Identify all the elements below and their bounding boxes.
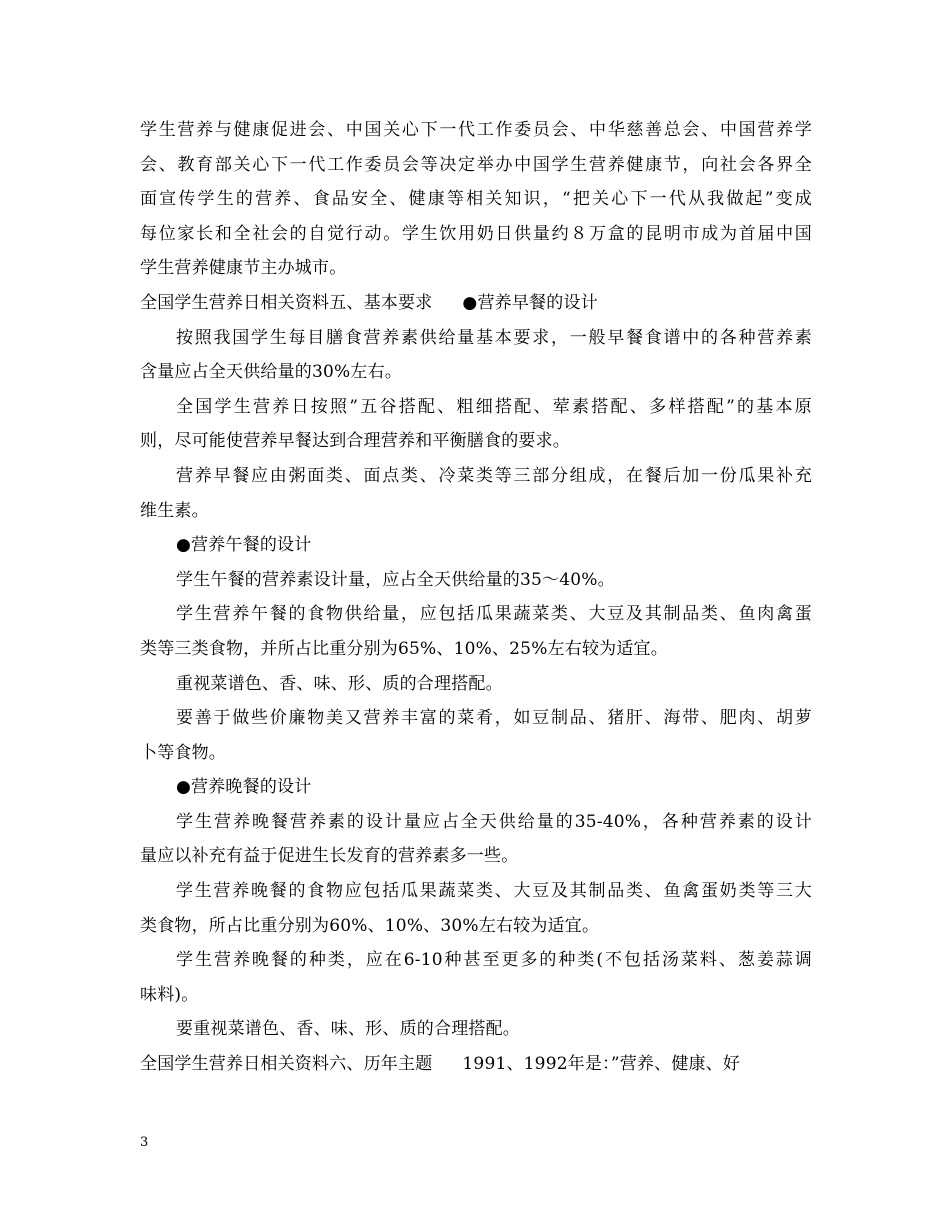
text-line: 味料)。 <box>140 984 199 1005</box>
text-line: 1991、1992年是：”营养、健康、好 <box>462 1054 741 1075</box>
text-line: 含量应占全天供给量的30%左右。 <box>140 362 402 383</box>
section-heading-line <box>140 286 812 321</box>
text-line: 全国学生营养日按照”五谷搭配、粗细搭配、荤素搭配、多样搭配”的基本原 <box>176 396 812 417</box>
text-line: 要重视菜谱色、香、味、形、质的合理搭配。 <box>176 1019 520 1040</box>
text-line: 学生营养晚餐的种类，应在6-10种甚至更多的种类(不包括汤菜料、葱姜蒜调 <box>176 950 812 971</box>
section-heading-line <box>140 1047 812 1082</box>
subsection-heading: ●营养午餐的设计 <box>176 535 312 556</box>
section-heading: 全国学生营养日相关资料五、基本要求 <box>140 292 433 313</box>
text-line: 维生素。 <box>140 500 209 521</box>
text-line: 学生营养健康节主办城市。 <box>140 258 347 279</box>
section-heading: 全国学生营养日相关资料六、历年主题 <box>140 1054 433 1075</box>
text-line: 学生营养晚餐营养素的设计量应占全天供给量的35-40%，各种营养素的设计 <box>176 811 812 832</box>
text-line: 营养早餐应由粥面类、面点类、冷菜类等三部分组成，在餐后加一份瓜果补充 <box>176 465 812 486</box>
text-line: 每位家长和全社会的自觉行动。学生饮用奶日供量约８万盒的昆明市成为首届中国 <box>140 223 812 244</box>
subsection-heading: ●营养早餐的设计 <box>462 292 598 313</box>
text-line: 学生营养晚餐的食物应包括瓜果蔬菜类、大豆及其制品类、鱼禽蛋奶类等三大 <box>176 881 812 902</box>
text-line: 会、教育部关心下一代工作委员会等决定举办中国学生营养健康节，向社会各界全 <box>140 154 812 175</box>
text-line: 要善于做些价廉物美又营养丰富的菜肴，如豆制品、猪肝、海带、肥肉、胡萝 <box>176 708 812 729</box>
text-line: 则，尽可能使营养早餐达到合理营养和平衡膳食的要求。 <box>140 431 570 452</box>
subsection-heading: ●营养晚餐的设计 <box>176 777 312 798</box>
text-line: 按照我国学生每目膳食营养素供给量基本要求，一般早餐食谱中的各种营养素 <box>176 327 812 348</box>
text-line: 面宣传学生的营养、食品安全、健康等相关知识，“把关心下一代从我做起”变成 <box>140 189 812 210</box>
text-line: 学生营养与健康促进会、中国关心下一代工作委员会、中华慈善总会、中国营养学 <box>140 120 812 140</box>
text-line: 类等三类食物，并所占比重分别为65%、10%、25%左右较为适宜。 <box>140 638 668 659</box>
page-number: 3 <box>140 1135 149 1150</box>
text-line: 学生营养午餐的食物供给量，应包括瓜果蔬菜类、大豆及其制品类、鱼肉禽蛋 <box>176 604 812 625</box>
text-line: 量应以补充有益于促进生长发育的营养素多一些。 <box>140 846 519 867</box>
text-line: 类食物，所占比重分别为60%、10%、30%左右较为适宜。 <box>140 915 600 936</box>
document-body <box>140 113 812 1082</box>
text-line: 卜等食物。 <box>140 742 226 763</box>
text-line: 学生午餐的营养素设计量，应占全天供给量的35～40%。 <box>176 569 615 590</box>
text-line: 重视菜谱色、香、味、形、质的合理搭配。 <box>176 673 503 694</box>
